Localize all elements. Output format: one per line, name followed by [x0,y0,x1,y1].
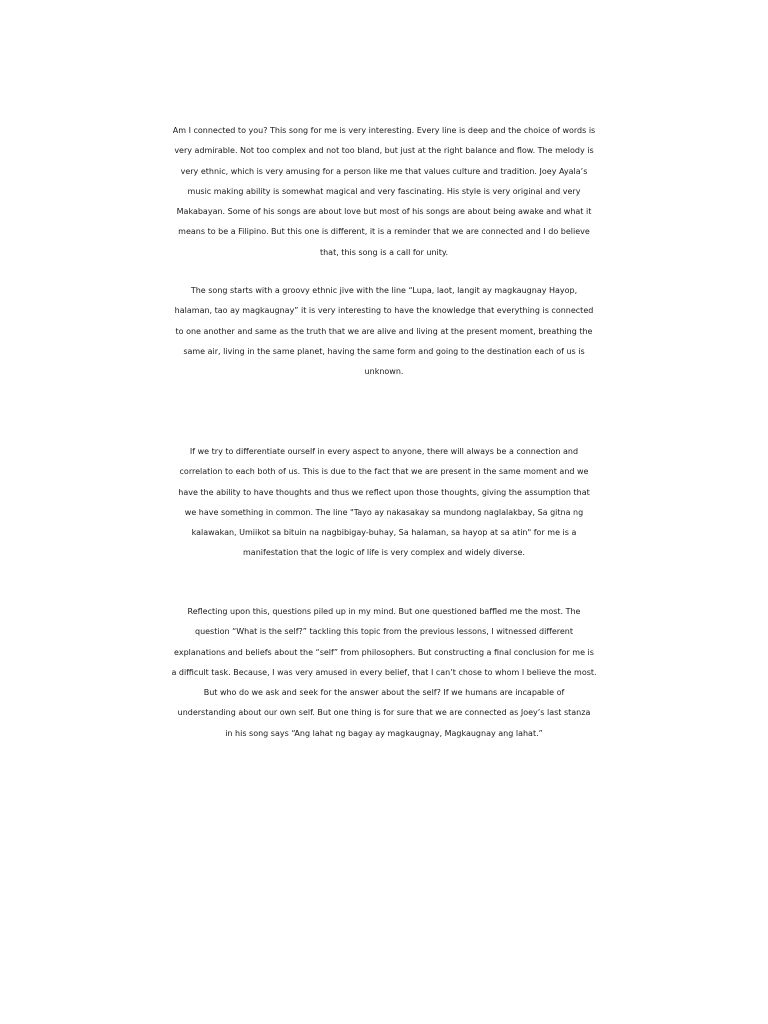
paragraph-line: in his song says “Ang lahat ng bagay ay magkaugnay, Magkaugnay ang lahat.” [225,728,543,738]
paragraph-line: explanations and beliefs about the “self” from philosophers. But constructing a final conclusion for me is [174,647,594,657]
paragraph-line: we have something in common. The line "Tayo ay nakasakay sa mundong naglalakbay, Sa gitna ng [184,507,584,517]
paragraph-line: manifestation that the logic of life is very complex and widely diverse. [243,548,525,558]
paragraph-line: a difficult task. Because, I was very amused in every belief, that I can’t chose to whom I believe the most. [171,667,597,677]
paragraph-line: unknown. [364,367,404,376]
paragraph-line: music making ability is somewhat magical and very fascinating. His style is very original and very [187,186,581,196]
paragraph-line: very ethnic, which is very amusing for a person like me that values culture and tradition. Joey Ayala’s [180,166,588,176]
paragraph-line: means to be a Filipino. But this one is different, it is a reminder that we are connected and I do believe [178,227,590,237]
paragraph-4 [0,602,768,744]
paragraph-2 [0,281,768,382]
paragraph-line: have the ability to have thoughts and thus we reflect upon those thoughts, giving the assumption that [178,487,590,497]
paragraph-line: to one another and same as the truth that we are alive and living at the present moment, breathing the [175,326,593,336]
paragraph-line: same air, living in the same planet, having the same form and going to the destination each of us is [183,346,585,356]
paragraph-line: question “What is the self?” tackling this topic from the previous lessons, I witnessed different [194,627,574,637]
paragraph-line: But who do we ask and seek for the answer about the self? If we humans are incapable of [203,688,565,697]
paragraph-line: Makabayan. Some of his songs are about love but most of his songs are about being awake and what it [176,207,592,216]
paragraph-1 [0,121,768,263]
paragraph-line: that, this song is a call for unity. [319,247,449,257]
paragraph-line: Reflecting upon this, questions piled up in my mind. But one questioned baffled me the most. The [187,607,581,616]
paragraph-line: If we try to differentiate ourself in every aspect to anyone, there will always be a connection and [189,447,579,456]
paragraph-line: The song starts with a groovy ethnic jive with the line “Lupa, laot, langit ay magkaugnay Hayop, [190,286,578,295]
paragraph-line: halaman, tao ay magkaugnay” it is very interesting to have the knowledge that everything is connected [174,306,594,316]
paragraph-line: correlation to each both of us. This is due to the fact that we are present in the same moment and we [179,467,589,477]
paragraph-line: Am I connected to you? This song for me is very interesting. Every line is deep and the choice of words is [172,126,596,135]
paragraph-line: understanding about our own self. But one thing is for sure that we are connected as Joey’s last stanza [177,708,591,718]
paragraph-line: very admirable. Not too complex and not too bland, but just at the right balance and flow. The melody is [174,146,594,156]
paragraph-line: kalawakan, Umiikot sa bituin na nagbibigay-buhay, Sa halaman, sa hayop at sa atin" for me is a [191,528,577,537]
paragraph-3 [0,442,768,564]
